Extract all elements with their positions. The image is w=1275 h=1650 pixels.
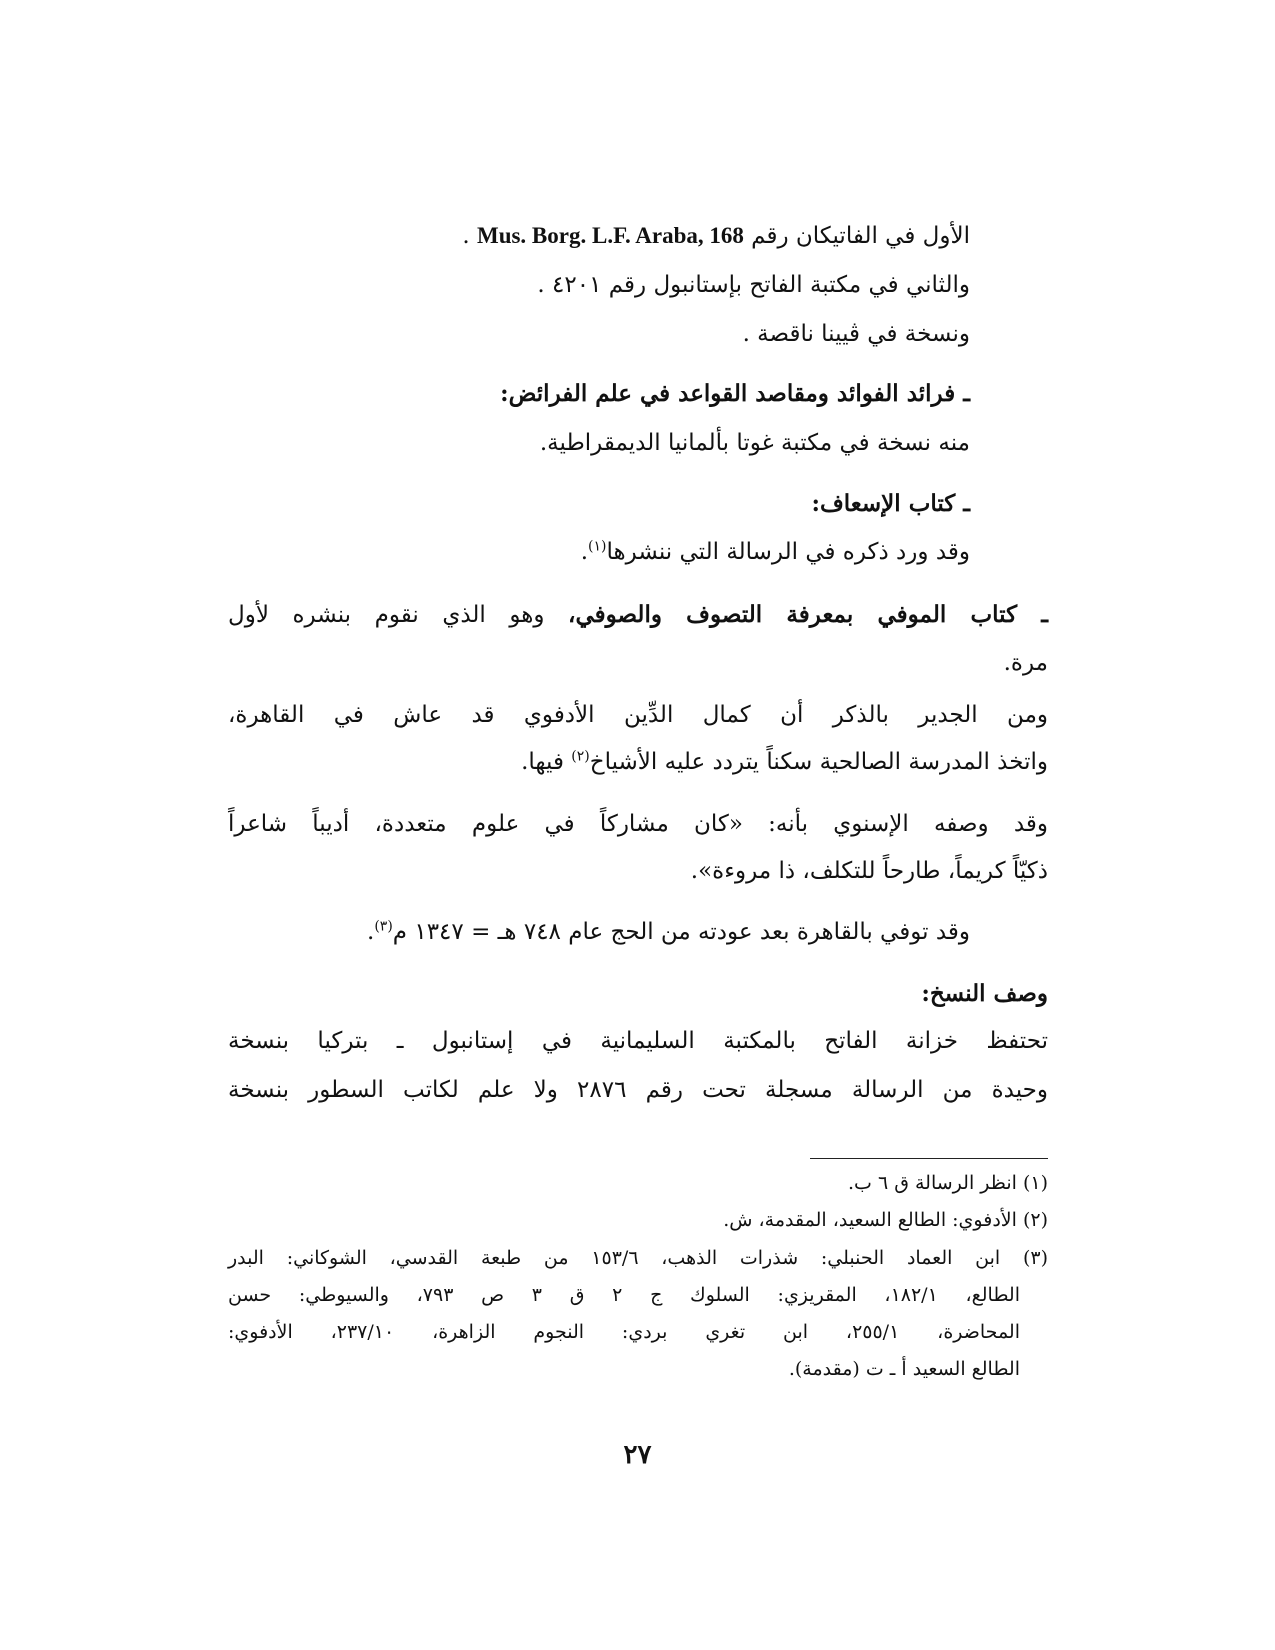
- text-line-vatican-copy: [462, 218, 970, 254]
- text-line-salihiyya: [521, 744, 1048, 780]
- vatican-shelfmark: Mus. Borg. L.F. Araba, 168: [476, 223, 744, 248]
- text-line-death-date: [367, 914, 970, 950]
- heading-manuscripts: وصف النسخ:: [921, 980, 1048, 1007]
- footnote-3-line-4: الطالع السعيد أ ـ ت (مقدمة).: [788, 1358, 1020, 1380]
- text-line-vienna-copy: ونسخة في ڤيينا ناقصة .: [742, 321, 970, 347]
- text-line-gotha-copy: منه نسخة في مكتبة غوتا بألمانيا الديمقراطية.: [539, 430, 970, 456]
- isaaf-mention-text: وقد ورد ذكره في الرسالة التي ننشرها: [606, 539, 970, 565]
- salihiyya-end: فيها.: [521, 749, 572, 775]
- death-date-text: وقد توفي بالقاهرة بعد عودته من الحج عام ٧٤٨ هـ = ١٣٤٧ م: [392, 919, 970, 945]
- footnote-3-line-3: المحاضرة، ٢٥٥/١، ابن تغري بردي: النجوم الزاهرة، ٢٣٧/١٠، الأدفوي:: [228, 1321, 1020, 1343]
- vatican-copy-text: الأول في الفاتيكان رقم: [743, 223, 970, 249]
- page-number: ٢٧: [623, 1440, 652, 1470]
- text-line-unique-copy: وحيدة من الرسالة مسجلة تحت رقم ٢٨٧٦ ولا علم لكاتب السطور بنسخة: [228, 1077, 1048, 1103]
- text-line-isnawi-quote: وقد وصفه الإسنوي بأنه: «كان مشاركاً في علوم متعددة، أديباً شاعراً: [228, 811, 1048, 837]
- footnote-3-line-2: الطالع، ١٨٢/١، المقريزي: السلوك ج ٢ ق ٣ ص ٧٩٣، والسيوطي: حسن: [228, 1284, 1020, 1306]
- salihiyya-text: واتخذ المدرسة الصالحية سكناً يتردد عليه الأشياخ: [589, 749, 1048, 775]
- footnote-3-line-1: (٣) ابن العماد الحنبلي: شذرات الذهب، ١٥٣/٦ من طبعة القدسي، الشوكاني: البدر: [228, 1247, 1049, 1269]
- heading-faraid-book: ـ فرائد الفوائد ومقاصد القواعد في علم الفرائض:: [500, 380, 970, 407]
- footnote-ref-1: (١): [588, 538, 607, 555]
- vatican-copy-end: .: [462, 223, 477, 249]
- isaaf-mention-end: .: [580, 539, 589, 565]
- text-line-isaaf-mention: [581, 534, 970, 570]
- footnote-separator: [810, 1158, 1048, 1159]
- mufi-book-rest: وهو الذي نقوم بنشره لأول: [228, 602, 569, 628]
- text-line-mufi-cont: مرة.: [1003, 650, 1048, 676]
- text-line-fatih-copy: والثاني في مكتبة الفاتح بإستانبول رقم ٤٢٠١ .: [537, 272, 970, 298]
- footnote-1: (١) انظر الرسالة ق ٦ ب.: [847, 1172, 1048, 1194]
- heading-mufi-book: ـ كتاب الموفي بمعرفة التصوف والصوفي،: [568, 601, 1048, 628]
- death-date-end: .: [367, 919, 375, 945]
- heading-isaaf-book: ـ كتاب الإسعاف:: [811, 490, 970, 517]
- text-line-isnawi-quote-cont: ذكيّاً كريماً، طارحاً للتكلف، ذا مروءة».: [690, 858, 1048, 884]
- footnote-ref-3: (٣): [374, 918, 393, 935]
- text-line-mufi-book: [228, 597, 1048, 633]
- footnote-ref-2: (٢): [571, 748, 590, 765]
- footnote-2: (٢) الأدفوي: الطالع السعيد، المقدمة، ش.: [723, 1209, 1048, 1231]
- text-line-suleymaniye: تحتفظ خزانة الفاتح بالمكتبة السليمانية في إستانبول ـ بتركيا بنسخة: [228, 1028, 1048, 1054]
- text-line-kamal-cairo: ومن الجدير بالذكر أن كمال الدِّين الأدفوي قد عاش في القاهرة،: [228, 702, 1048, 728]
